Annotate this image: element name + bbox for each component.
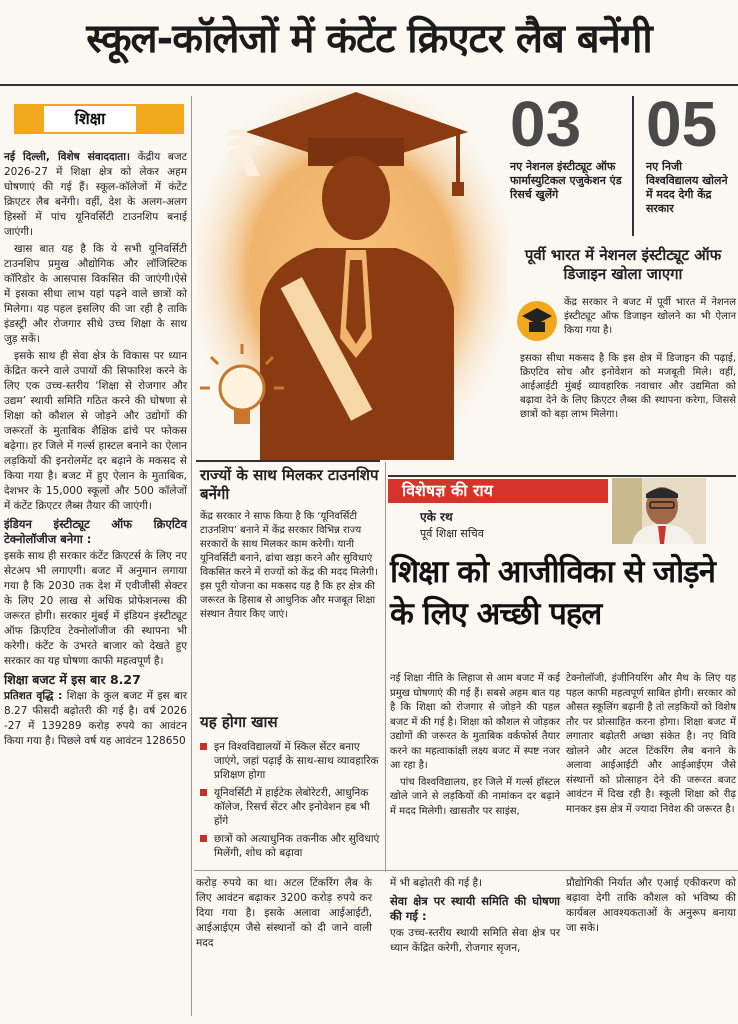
headline: स्कूल-कॉलेजों में कंटेंट क्रिएटर लैब बनेंगी [86,16,652,62]
stat-2-text: नए निजी विश्वविद्यालय खोलने में मदद देगी केंद्र सरकार [646,160,728,215]
left-subhead-2-lead: प्रतिशत वृद्धि : [4,690,63,702]
left-p2: खास बात यह है कि ये सभी यूनिवर्सिटी टाउनशिप प्रमुख औद्योगिक और लॉजिस्टिक कॉरिडोर के आसपास विकसित की जाएंगी।ऐसे में इसका सीधा लाभ यहां पढ़ने वाले छात्रों को मिलेगा। यह पहल इसलिए की जा रही है ताकि इंडस्ट्री और रोजगार सीधे उच्च शिक्षा के साथ जुड़ सकें। [4,243,187,345]
stat-2-number: 05 [646,88,718,160]
expert-name: एके रथ [420,510,453,524]
headline-rule [0,84,738,86]
expert-label: विशेषज्ञ की राय [402,481,493,500]
bottom-rule [194,870,738,871]
township-rule [196,460,380,462]
bottom-col-2-lead: में भी बढ़ोतरी की गई है। [390,877,483,889]
stat-1 [510,88,628,202]
center-divider [385,462,386,872]
stat-divider [632,96,634,236]
column-divider [191,96,192,1016]
design-box-title: पूर्वी भारत में नेशनल इंस्टीट्यूट ऑफ डिजाइन खोला जाएगा [524,246,722,283]
expert-role: पूर्व शिक्षा सचिव [420,527,484,540]
left-p5: शिक्षा के कुल बजट में इस बार 8.27 फीसदी बढ़ोतरी की गई है। वर्ष 2026 -27 में 139289 करोड़ रुपये का आवंटन किया गया है। पिछले वर्ष यह आवंटन 128650 [4,690,188,747]
left-column [4,150,187,751]
expert-photo [612,478,706,544]
bottom-col-2 [390,876,560,956]
rupee-icon: ₹ [224,118,269,192]
expert-c1b: पांच विश्वविद्यालय, हर जिले में गर्ल्स हॉस्टल खोले जाने से लड़कियों की नामांकन दर बढ़ाने में मदद मिलेगी। खासतौर पर साइंस, [390,776,560,817]
township-title: राज्यों के साथ मिलकर टाउनशिप बनेंगी [200,466,379,503]
design-box-p2: इसका सीधा मकसद है कि इस क्षेत्र में डिजाइन की पढ़ाई, क्रिएटिव सोच और इनोवेशन को मजबूती मिले। वहीं, आईआईटी मुंबई व्यावहारिक नवाचार और उद्यमिता को बढ़ावा देने के लिए क्रिएटर लैब्स की स्थापना करेगा, जिससे छात्रों को बड़ा लाभ मिलेगा। [520,353,736,420]
bottom-col-2-text: एक उच्च-स्तरीय स्थायी समिति सेवा क्षेत्र पर ध्यान केंद्रित करेगी, रोजगार सृजन, [390,927,560,954]
township-p1: केंद्र सरकार ने साफ किया है कि ‘यूनिवर्सिटी टाउनशिप’ बनाने में केंद्र सरकार विभिन्न राज्य सरकारों के साथ मिलकर काम करेगी। यानी यूनिवर्सिटी बनाने, ढांचा खड़ा करने और सुविधाएं विकसित करने में राज्यों को केंद्र की मदद मिलेगी। इस पूरी योजना का मकसद यह है कि हर क्षेत्र की जरूरत के हिसाब से आधुनिक और मजबूत शिक्षा संस्थान तैयार किए जाएं। [200,511,378,620]
section-tag [14,104,184,134]
lightbulb-icon [220,366,264,410]
expert-column-2: टेक्नोलॉजी, इंजीनियरिंग और मैथ के लिए यह पहल काफी महत्वपूर्ण साबित होगी। सरकार को औसत स्कूलिंग बढ़ानी है तो लड़कियों को विशेष तौर पर प्रोत्साहित करना होगा। शिक्षा बजट में लगातार बढ़ोतरी अच्छा संकेत है। नए विवि खोलने और अटल टिंकरिंग लैब बनाने के अलावा आईआईटी और आईआईएम जैसे संस्थानों को प्रोत्साहन देने की जरूरत बजट आवंटन में दिख रही है। स्कूली शिक्षा को रीढ़ मानकर इस क्षेत्र में ज्यादा निवेश की जरूरत है। [566,673,736,815]
stat-1-number: 03 [510,88,582,160]
bottom-subhead: सेवा क्षेत्र पर स्थायी समिति की घोषणा की गई : [390,894,560,923]
left-subhead-1: इंडियन इंस्टीट्यूट ऑफ क्रिएटिव टेक्नोलॉजीज बनेगा : [4,517,187,546]
design-box-p1: केंद्र सरकार ने बजट में पूर्वी भारत में नेशनल इंस्टीट्यूट ऑफ डिजाइन खोलने का भी ऐलान किया गया है। [564,297,736,336]
left-p3: इसके साथ ही सेवा क्षेत्र के विकास पर ध्यान केंद्रित करने वाले उपायों की सिफारिश करने के लिए एक उच्च-स्तरीय ‘शिक्षा से रोजगार और उद्यम’ स्थायी समिति गठित करने की घोषणा से शिक्षा को कौशल से जोड़ने और उद्योगों की जरूरतों के मुताबिक शैक्षिक ढांचे पर फोकस बढ़ेगा। हर जिले में गर्ल्स हास्टल बनाने का ऐलान लड़कियों की इनरोलमेंट दर बढ़ाने के मकसद से किया गया है। बजट में हुए ऐलान के मुताबिक, देशभर के 15,000 स्कूलों और 500 कॉलेजों में कंटेंट क्रिएटर लैब्स तैयार की जाएंगी। [4,350,187,512]
stat-2 [646,88,736,216]
key-points-list [200,740,380,864]
left-p4: इसके साथ ही सरकार कंटेंट क्रिएटर्स के लिए नए सेटअप भी लगाएगी। बजट में अनुमान लगाया गया है कि 2030 तक देश में एवीजीसी सेक्टर के लिए 20 लाख से अधिक प्रोफेशनल्स की जरूरत होगी। सरकार मुंबई में इंडियन इंस्टीट्यूट ऑफ क्रिएटिव टेक्नोलॉजीज की स्थापना भी करेगी। कंटेंट के उभरते बाजार को देखते हुए सरकार का यह घोषणा काफी महत्वपूर्ण है। [4,550,187,667]
expert-rule [388,475,736,477]
key-point: इन विश्वविद्यालयों में स्किल सेंटर बनाए जाएंगे, जहां पढ़ाई के साथ-साथ व्यावहारिक प्रशिक्षण होगा [200,740,380,782]
bottom-col-3: प्रौद्योगिकी निर्यात और एआई एकीकरण को बढ़ावा देगी ताकि कौशल को भविष्य की कार्यबल आवश्यकताओं के अनुरूप बनाया जा सके। [566,877,736,934]
left-p1: केंद्रीय बजट 2026-27 में शिक्षा क्षेत्र को लेकर अहम घोषणाएं की गई हैं। स्कूल-कॉलेजों में कंटेंट क्रिएटर लैब बनेंगी। वहीं, देश के अलग-अलग हिस्सों में पांच यूनिवर्सिटी टाउनशिप बनाई जाएंगी। [4,151,187,238]
bottom-col-1: करोड़ रुपये का था। अटल टिंकरिंग लैब के लिए आवंटन बढ़ाकर 3200 करोड़ रुपये कर दिया गया है। इसके अलावा आईआईटी, आईआईएम जैसे संस्थानों को दी जाने वाली मदद [196,877,372,949]
graduate-illustration [196,88,508,460]
expert-c1: नई शिक्षा नीति के लिहाज से आम बजट में कई प्रमुख घोषणाएं की गई हैं। सबसे अहम बात यह है कि शिक्षा को रोजगार से जोड़ने की पहल बजट में की गई है। शिक्षा को कौशल से जोड़कर उद्योगों की जरूरत के मुताबिक वर्कफोर्स तैयार करने का महत्वाकांक्षी लक्ष्य बजट में स्पष्ट नजर आ रहा है। [390,673,560,771]
expert-column-1 [390,672,560,821]
key-point: यूनिवर्सिटी में हाईटेक लेबोरेटरी, आधुनिक कॉलेज, रिसर्च सेंटर और इनोवेशन हब भी होंगे [200,786,380,828]
expert-banner [388,479,608,503]
byline: नई दिल्ली, विशेष संवाददाता। [4,151,130,163]
left-subhead-2: शिक्षा बजट में इस बार 8.27 [4,672,141,687]
stat-1-text: नए नेशनल इंस्टीट्यूट ऑफ फार्मास्युटिकल एजुकेशन एंड रिसर्च खुलेंगे [510,160,622,201]
expert-quote: शिक्षा को आजीविका से जोड़ने के लिए अच्छी पहल [390,554,715,632]
institute-badge-icon [516,300,558,342]
points-title: यह होगा खास [200,713,278,731]
key-point: छात्रों को अत्याधुनिक तकनीक और सुविधाएं मिलेंगी, शोध को बढ़ावा [200,832,380,860]
section-tag-label: शिक्षा [44,106,136,132]
